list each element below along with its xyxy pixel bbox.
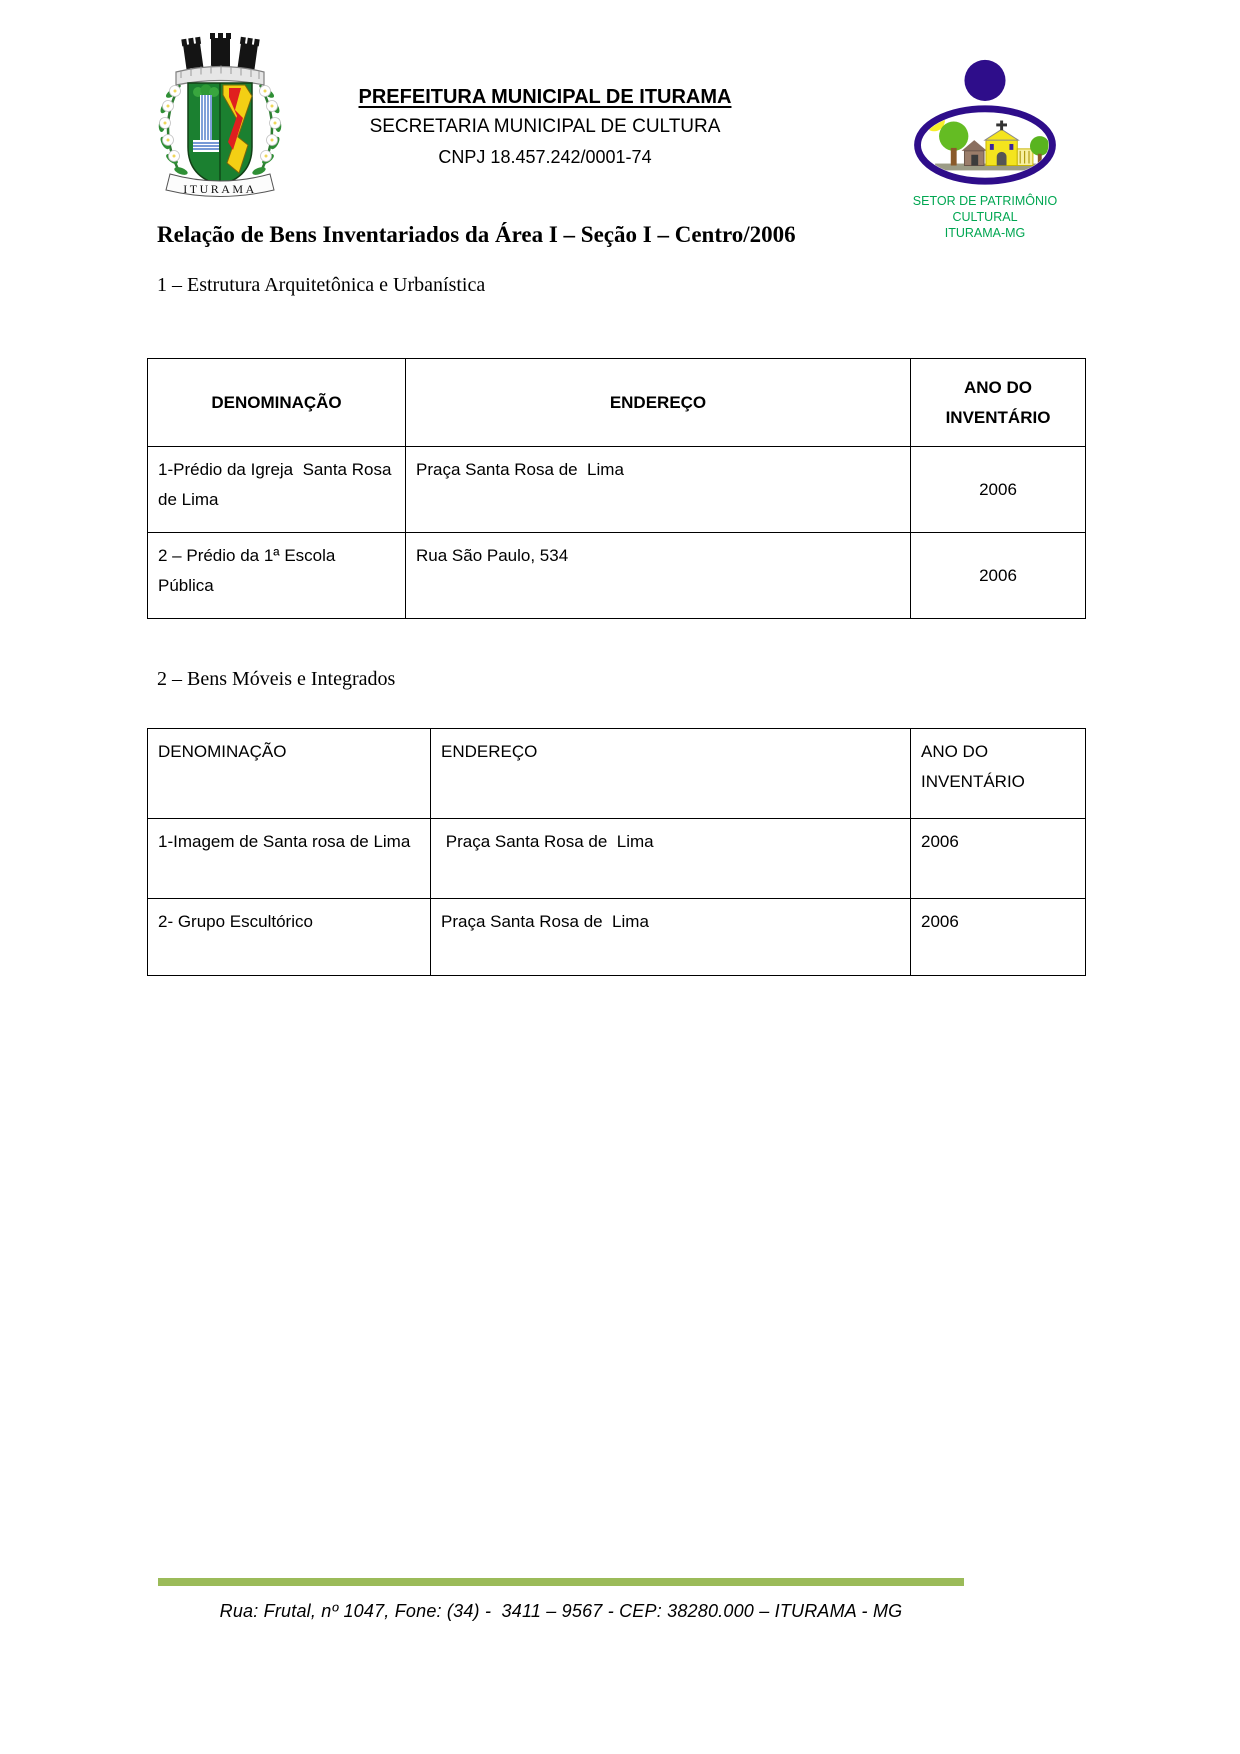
inventory-table-1 <box>147 358 1086 619</box>
footer-divider-bar <box>158 1578 964 1586</box>
footer-address: Rua: Frutal, nº 1047, Fone: (34) - 3411 – 9567 - CEP: 38280.000 – ITURAMA - MG <box>219 1601 903 1621</box>
patrimonio-caption-line2: ITURAMA-MG <box>944 226 1026 240</box>
patrimonio-cultural-emblem-icon <box>893 56 1077 241</box>
table-2-header-row <box>148 729 1086 819</box>
cell-ano: 2006 <box>911 819 1086 899</box>
col-header-ano-inventario: ANO DO INVENTÁRIO <box>911 729 1086 819</box>
col-header-denominacao: DENOMINAÇÃO <box>148 729 431 819</box>
org-department: SECRETARIA MUNICIPAL DE CULTURA <box>369 116 721 137</box>
iturama-coat-of-arms-icon <box>148 33 293 208</box>
org-header-block <box>320 82 770 172</box>
cell-endereco: Praça Santa Rosa de Lima <box>406 447 911 533</box>
cell-ano: 2006 <box>911 533 1086 619</box>
col-header-endereco: ENDEREÇO <box>406 359 911 447</box>
col-header-endereco: ENDEREÇO <box>431 729 911 819</box>
cell-endereco: Rua São Paulo, 534 <box>406 533 911 619</box>
cell-denominacao: 1-Prédio da Igreja Santa Rosa de Lima <box>148 447 406 533</box>
cell-ano: 2006 <box>911 899 1086 976</box>
col-header-ano-inventario: ANO DO INVENTÁRIO <box>911 359 1086 447</box>
col-header-denominacao: DENOMINAÇÃO <box>148 359 406 447</box>
cell-denominacao: 1-Imagem de Santa rosa de Lima <box>148 819 431 899</box>
org-name: PREFEITURA MUNICIPAL DE ITURAMA <box>358 86 732 108</box>
cell-ano: 2006 <box>911 447 1086 533</box>
coat-of-arms-graphic <box>148 33 293 203</box>
cell-endereco: Praça Santa Rosa de Lima <box>431 819 911 899</box>
cell-denominacao: 2- Grupo Escultórico <box>148 899 431 976</box>
section-1-heading: 1 – Estrutura Arquitetônica e Urbanística <box>157 274 486 296</box>
page-title: Relação de Bens Inventariados da Área I – Seção I – Centro/2006 <box>157 222 796 247</box>
coat-of-arms-banner-text: ITURAMA <box>183 182 257 196</box>
cell-denominacao: 2 – Prédio da 1ª Escola Pública <box>148 533 406 619</box>
org-cnpj: CNPJ 18.457.242/0001-74 <box>438 147 652 167</box>
table-row <box>148 899 1086 976</box>
inventory-table-2 <box>147 728 1086 976</box>
table-row <box>148 533 1086 619</box>
patrimonio-caption-line1: SETOR DE PATRIMÔNIO CULTURAL <box>912 194 1058 224</box>
wreath-right <box>251 85 281 176</box>
table-row <box>148 447 1086 533</box>
patrimonio-emblem-graphic <box>900 56 1070 188</box>
wreath-left <box>158 85 188 176</box>
section-2-heading: 2 – Bens Móveis e Integrados <box>157 668 396 690</box>
table-1-header-row <box>148 359 1086 447</box>
table-row <box>148 819 1086 899</box>
cell-endereco: Praça Santa Rosa de Lima <box>431 899 911 976</box>
